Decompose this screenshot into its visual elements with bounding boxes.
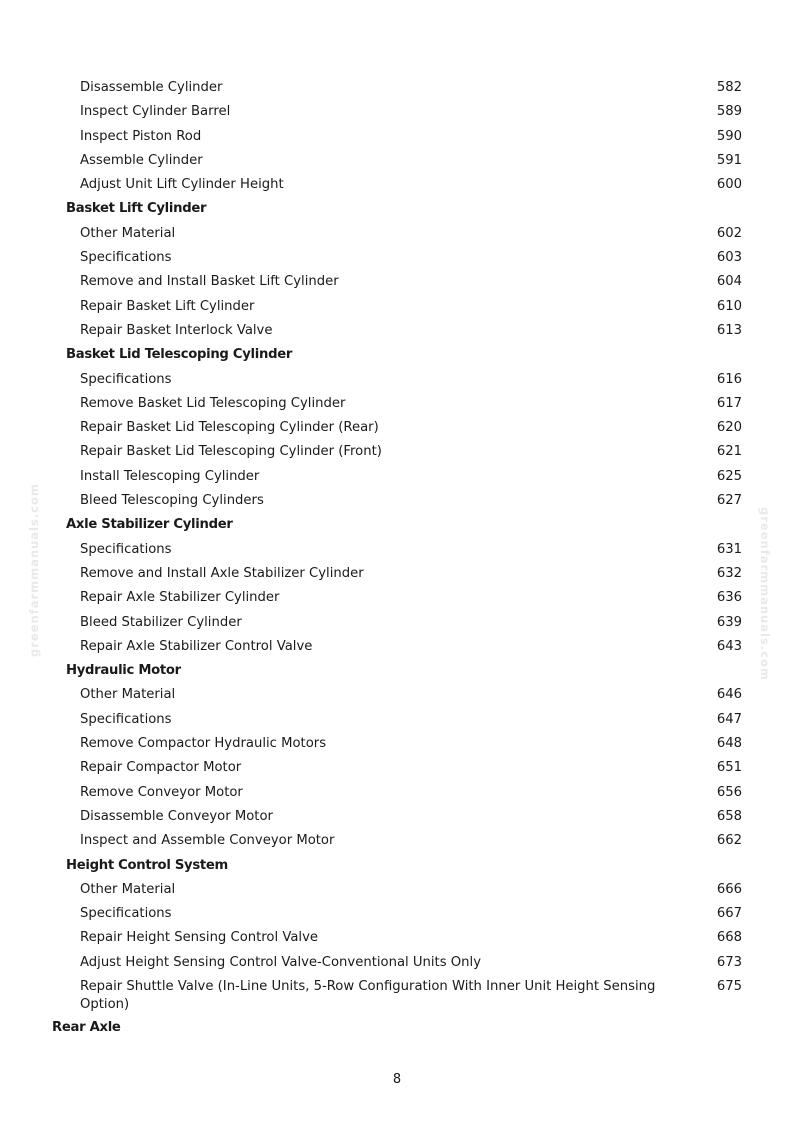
toc-entry-title: Repair Axle Stabilizer Cylinder: [80, 590, 280, 606]
toc-entry-page: 589: [716, 104, 742, 120]
toc-entry-page: 675: [716, 978, 742, 994]
toc-entry[interactable]: [0, 829, 794, 853]
toc-entry[interactable]: [0, 489, 794, 513]
toc-entry-page: 617: [716, 395, 742, 411]
toc-entry-title: Repair Basket Lift Cylinder: [80, 298, 255, 314]
toc-entry[interactable]: [0, 270, 794, 294]
toc-entry[interactable]: [0, 902, 794, 926]
toc-entry-title: Remove Basket Lid Telescoping Cylinder: [80, 395, 346, 411]
toc-entry-page: 658: [716, 808, 742, 824]
toc-entry-page: 620: [716, 420, 742, 436]
toc-entry-title: Bleed Stabilizer Cylinder: [80, 614, 242, 630]
toc-section-heading[interactable]: Basket Lift Cylinder: [66, 201, 207, 217]
toc-entry[interactable]: [0, 440, 794, 464]
toc-entry-title: Repair Basket Lid Telescoping Cylinder (Rear): [80, 420, 379, 436]
toc-entry-page: 636: [716, 590, 742, 606]
toc-entry[interactable]: [0, 562, 794, 586]
toc-entry-title: Bleed Telescoping Cylinders: [80, 493, 264, 509]
toc-entry-page: 613: [716, 322, 742, 338]
toc-entry-title: Repair Height Sensing Control Valve: [80, 930, 319, 946]
toc-entry-title: Assemble Cylinder: [80, 152, 203, 168]
toc-entry-page: 582: [716, 80, 742, 95]
toc-entry[interactable]: [0, 368, 794, 392]
toc-entry[interactable]: [0, 246, 794, 270]
toc-entry-title: Install Telescoping Cylinder: [80, 468, 260, 484]
toc-entry-page: 602: [716, 225, 742, 241]
toc-entry-page: 632: [716, 565, 742, 581]
toc-entry[interactable]: [0, 465, 794, 489]
toc-entry[interactable]: [0, 926, 794, 950]
toc-entry[interactable]: [0, 805, 794, 829]
toc-entry[interactable]: [0, 586, 794, 610]
toc-section-heading[interactable]: Height Control System: [66, 857, 228, 873]
toc-entry[interactable]: [0, 708, 794, 732]
toc-entry-page: 643: [716, 638, 742, 654]
toc-entry-page: 625: [716, 468, 742, 484]
toc-entry-page: 590: [716, 128, 742, 144]
toc-entry-page: 627: [716, 493, 742, 509]
toc-entry[interactable]: [0, 781, 794, 805]
toc-entry[interactable]: [0, 125, 794, 149]
toc-section-heading[interactable]: Basket Lid Telescoping Cylinder: [66, 347, 293, 363]
toc-entry-title: Other Material: [80, 225, 176, 241]
toc-entry-title: Remove Compactor Hydraulic Motors: [80, 736, 327, 752]
toc-entry-page: 668: [716, 930, 742, 946]
toc-section-heading[interactable]: Rear Axle: [52, 1019, 121, 1035]
toc-entry[interactable]: [0, 149, 794, 173]
toc-entry-title: Disassemble Cylinder: [80, 80, 223, 95]
toc-entry-title: Inspect and Assemble Conveyor Motor: [80, 833, 335, 849]
toc-entry-title: Other Material: [80, 687, 176, 703]
toc-entry-page: 673: [716, 954, 742, 970]
toc-entry-title: Repair Shuttle Valve (In-Line Units, 5-Row Configuration With Inner Unit Height Sensing Option): [80, 978, 656, 1012]
toc-entry-page: 656: [716, 784, 742, 800]
toc-entry[interactable]: [0, 611, 794, 635]
toc-entry-page: 631: [716, 541, 742, 557]
toc-entry-title: Repair Basket Interlock Valve: [80, 322, 273, 338]
toc-entry-title: Repair Axle Stabilizer Control Valve: [80, 638, 313, 654]
toc-entry-page: 603: [716, 250, 742, 266]
toc-entry-page: 621: [716, 444, 742, 460]
toc-section-heading[interactable]: Hydraulic Motor: [66, 663, 181, 679]
toc-entry-title: Specifications: [80, 906, 172, 922]
toc-entry[interactable]: [0, 319, 794, 343]
toc-entry[interactable]: [0, 975, 794, 1014]
toc-entry-title: Repair Compactor Motor: [80, 760, 242, 776]
toc-entry-title: Specifications: [80, 711, 172, 727]
toc-entry-title: Specifications: [80, 541, 172, 557]
toc-entry-title: Inspect Piston Rod: [80, 128, 202, 144]
toc-entry-page: 646: [716, 687, 742, 703]
toc-entry[interactable]: [0, 683, 794, 707]
toc-entry-page: 666: [716, 881, 742, 897]
toc-entry-page: 647: [716, 711, 742, 727]
toc-entry-title: Remove and Install Axle Stabilizer Cylinder: [80, 565, 364, 581]
toc-entry[interactable]: [0, 878, 794, 902]
toc-entry-title: Remove Conveyor Motor: [80, 784, 243, 800]
toc-entry-title: Adjust Height Sensing Control Valve-Conventional Units Only: [80, 954, 482, 970]
toc-entry-page: 648: [716, 736, 742, 752]
toc-entry[interactable]: [0, 76, 794, 100]
toc-entry[interactable]: [0, 756, 794, 780]
toc-entry-page: 610: [716, 298, 742, 314]
toc-entry-title: Other Material: [80, 881, 176, 897]
toc-entry-title: Disassemble Conveyor Motor: [80, 808, 273, 824]
toc-entry[interactable]: [0, 295, 794, 319]
toc-entry-title: Repair Basket Lid Telescoping Cylinder (Front): [80, 444, 382, 460]
toc-entry-page: 616: [716, 371, 742, 387]
toc-entry-page: 651: [716, 760, 742, 776]
toc-entry[interactable]: [0, 538, 794, 562]
watermark-left: greenfarmmanuals.com: [27, 483, 41, 657]
toc-entry-title: Remove and Install Basket Lift Cylinder: [80, 274, 339, 290]
toc-entry-page: 604: [716, 274, 742, 290]
toc-section-heading[interactable]: Axle Stabilizer Cylinder: [66, 517, 233, 533]
toc-entry[interactable]: [0, 100, 794, 124]
toc-entry[interactable]: [0, 951, 794, 975]
page-number: 8: [392, 1072, 402, 1087]
toc-entry-title: Inspect Cylinder Barrel: [80, 104, 231, 120]
toc-entry[interactable]: [0, 173, 794, 197]
toc-entry[interactable]: [0, 732, 794, 756]
toc-entry-title: Specifications: [80, 371, 172, 387]
toc-entry-page: 639: [716, 614, 742, 630]
toc-entry[interactable]: [0, 392, 794, 416]
toc-entry-title: Specifications: [80, 250, 172, 266]
toc-entry-title: Adjust Unit Lift Cylinder Height: [80, 177, 284, 193]
toc-entry[interactable]: [0, 222, 794, 246]
table-of-contents: [0, 76, 794, 1040]
toc-entry-page: 591: [716, 152, 742, 168]
toc-entry-page: 662: [716, 833, 742, 849]
toc-entry-page: 600: [716, 177, 742, 193]
toc-entry[interactable]: [0, 635, 794, 659]
toc-entry[interactable]: [0, 416, 794, 440]
watermark-right: greenfarmmanuals.com: [758, 507, 772, 681]
toc-entry-page: 667: [716, 906, 742, 922]
